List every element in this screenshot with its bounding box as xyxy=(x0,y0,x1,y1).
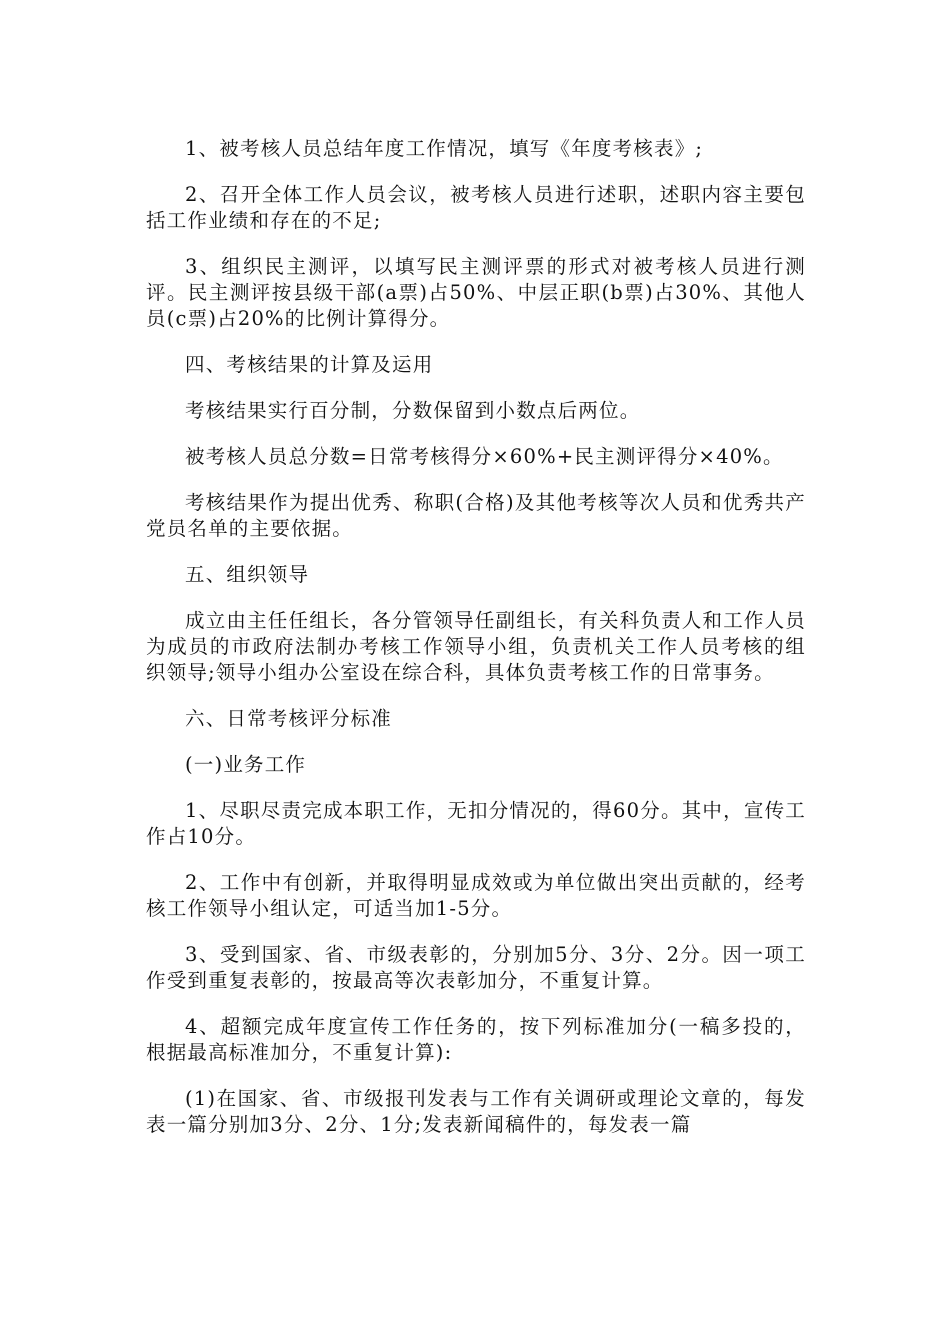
paragraph-2: 2、召开全体工作人员会议，被考核人员进行述职，述职内容主要包括工作业绩和存在的不足; xyxy=(146,183,806,232)
paragraph-1: 1、被考核人员总结年度工作情况，填写《年度考核表》; xyxy=(185,137,704,160)
paragraph-16: (1)在国家、省、市级报刊发表与工作有关调研或理论文章的，每发表一篇分别加3分、2分、1分;发表新闻稿件的，每发表一篇 xyxy=(146,1087,806,1136)
paragraph-13: 2、工作中有创新，并取得明显成效或为单位做出突出贡献的，经考核工作领导小组认定，可适当加1-5分。 xyxy=(146,871,806,920)
paragraph-12: 1、尽职尽责完成本职工作，无扣分情况的，得60分。其中，宣传工作占10分。 xyxy=(146,799,806,848)
paragraph-5: 考核结果实行百分制，分数保留到小数点后两位。 xyxy=(185,399,641,422)
paragraph-15: 4、超额完成年度宣传工作任务的，按下列标准加分(一稿多投的，根据最高标准加分，不重复计算): xyxy=(146,1015,806,1064)
section-heading-5: 五、组织领导 xyxy=(185,563,310,586)
paragraph-formula: 被考核人员总分数=日常考核得分×60%+民主测评得分×40%。 xyxy=(185,445,784,468)
document-body xyxy=(146,136,806,1158)
paragraph-14: 3、受到国家、省、市级表彰的，分别加5分、3分、2分。因一项工作受到重复表彰的，按最高等次表彰加分，不重复计算。 xyxy=(146,943,806,992)
paragraph-9: 成立由主任任组长，各分管领导任副组长，有关科负责人和工作人员为成员的市政府法制办考核工作领导小组，负责机关工作人员考核的组织领导;领导小组办公室设在综合科，具体负责考核工作的日常事务。 xyxy=(146,609,807,684)
subsection-heading-1: (一)业务工作 xyxy=(185,753,307,776)
paragraph-7: 考核结果作为提出优秀、称职(合格)及其他考核等次人员和优秀共产党员名单的主要依据。 xyxy=(146,491,806,540)
section-heading-4: 四、考核结果的计算及运用 xyxy=(185,353,434,376)
section-heading-6: 六、日常考核评分标准 xyxy=(185,707,393,730)
paragraph-3: 3、组织民主测评，以填写民主测评票的形式对被考核人员进行测评。民主测评按县级干部(a票)占50%、中层正职(b票)占30%、其他人员(c票)占20%的比例计算得分。 xyxy=(146,255,806,330)
